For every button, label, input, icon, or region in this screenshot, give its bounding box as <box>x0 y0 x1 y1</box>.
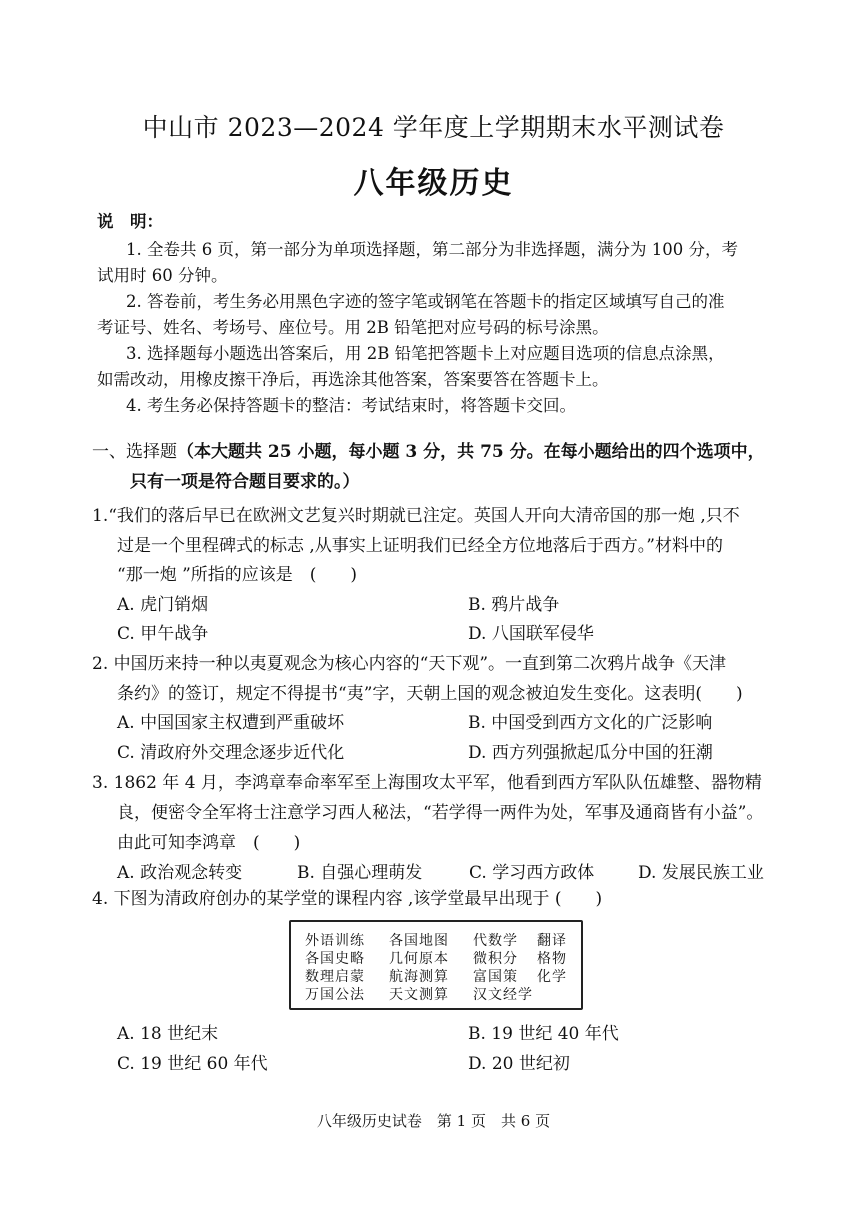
question-3-option-a[interactable]: A. 政治观念转变 <box>117 863 243 883</box>
course-cell: 代数学 <box>473 933 518 949</box>
course-cell: 天文测算 <box>389 987 449 1003</box>
page-footer: 八年级历史试卷 第 1 页 共 6 页 <box>316 1112 551 1130</box>
question-3-option-d[interactable]: D. 发展民族工业 <box>638 863 764 883</box>
course-cell: 格物 <box>537 951 567 967</box>
question-2-line-2: 条约》的签订，规定不得提书“夷”字，天朝上国的观念被迫发生变化。这表明( ) <box>117 684 743 704</box>
section-heading-prefix: 一、选择题 <box>92 442 177 462</box>
course-cell: 航海测算 <box>389 969 449 985</box>
question-3-line-3: 由此可知李鸿章 ( ) <box>117 833 301 853</box>
instruction-1-line-1: 1. 全卷共 6 页，第一部分为单项选择题，第二部分为非选择题，满分为 100 分，考 <box>126 240 738 259</box>
instruction-2-line-1: 2. 答卷前，考生务必用黑色字迹的签字笔或钢笔在答题卡的指定区域填写自己的准 <box>126 292 725 311</box>
question-2-option-b[interactable]: B. 中国受到西方文化的广泛影响 <box>468 713 713 733</box>
course-cell: 几何原本 <box>389 951 449 967</box>
question-1-line-2: 过是一个里程碑式的标志 ,从事实上证明我们已经全方位地落后于西方。”材料中的 <box>117 536 723 556</box>
question-3-line-2: 良，便密令全军将士注意学习西人秘法，“若学得一两件为处，军事及通商皆有小益”。 <box>117 803 764 823</box>
course-cell: 微积分 <box>473 951 518 967</box>
question-2-line-1: 2. 中国历来持一种以夷夏观念为核心内容的“天下观”。一直到第二次鸦片战争《天津 <box>92 654 727 674</box>
course-cell: 外语训练 <box>305 933 365 949</box>
question-4-option-b[interactable]: B. 19 世纪 40 年代 <box>468 1024 619 1044</box>
course-cell: 翻译 <box>537 933 567 949</box>
curriculum-row-2 <box>305 948 567 968</box>
course-cell: 各国史略 <box>305 951 365 967</box>
question-2-option-a[interactable]: A. 中国国家主权遭到严重破坏 <box>117 713 345 733</box>
question-3-option-b[interactable]: B. 自强心理萌发 <box>297 863 423 883</box>
question-3-option-c[interactable]: C. 学习西方政体 <box>469 863 595 883</box>
section-heading <box>92 441 765 463</box>
curriculum-box <box>289 920 583 1010</box>
question-2-option-d[interactable]: D. 西方列强掀起瓜分中国的狂潮 <box>468 743 713 763</box>
curriculum-row-3 <box>305 966 567 986</box>
instruction-3-line-1: 3. 选择题每小题选出答案后，用 2B 铅笔把答题卡上对应题目选项的信息点涂黑， <box>126 344 725 363</box>
instruction-2-line-2: 考证号、姓名、考场号、座位号。用 2B 铅笔把对应号码的标号涂黑。 <box>97 318 609 337</box>
instruction-3-line-2: 如需改动，用橡皮擦干净后，再选涂其他答案，答案要答在答题卡上。 <box>97 370 609 389</box>
question-3-line-1: 3. 1862 年 4 月，李鸿章奉命率军至上海围攻太平军，他看到西方军队队伍雄整、器物精 <box>92 773 762 793</box>
exam-subtitle: 八年级历史 <box>353 166 514 201</box>
question-2-option-c[interactable]: C. 清政府外交理念逐步近代化 <box>117 743 345 763</box>
question-4-option-d[interactable]: D. 20 世纪初 <box>468 1054 570 1074</box>
question-4-option-a[interactable]: A. 18 世纪末 <box>117 1024 219 1044</box>
course-cell: 数理启蒙 <box>305 969 365 985</box>
instructions-label: 说 明： <box>97 212 163 231</box>
instruction-4: 4. 考生务必保持答题卡的整洁：考试结束时，将答题卡交回。 <box>126 396 576 415</box>
course-cell: 富国策 <box>473 969 518 985</box>
question-4-line-1: 4. 下图为清政府创办的某学堂的课程内容 ,该学堂最早出现于 ( ) <box>92 889 603 909</box>
course-cell: 汉文经学 <box>473 987 533 1003</box>
exam-title: 中山市 2023—2024 学年度上学期期末水平测试卷 <box>142 113 725 142</box>
section-heading-rule: （本大题共 25 小题，每小题 3 分，共 75 分。在每小题给出的四个选项中， <box>177 442 765 462</box>
instruction-1-line-2: 试用时 60 分钟。 <box>97 266 228 285</box>
question-1-option-b[interactable]: B. 鸦片战争 <box>468 595 560 615</box>
question-1-option-c[interactable]: C. 甲午战争 <box>117 624 209 644</box>
curriculum-row-1 <box>305 930 567 950</box>
question-1-option-d[interactable]: D. 八国联军侵华 <box>468 624 594 644</box>
curriculum-row-4 <box>305 984 533 1004</box>
question-1-option-a[interactable]: A. 虎门销烟 <box>117 595 209 615</box>
course-cell: 化学 <box>537 969 567 985</box>
question-1-line-1: 1.“我们的落后早已在欧洲文艺复兴时期就已注定。英国人开向大清帝国的那一炮 ,只不 <box>92 506 740 526</box>
question-1-line-3: “那一炮 ”所指的应该是 ( ) <box>117 565 358 585</box>
course-cell: 各国地图 <box>389 933 449 949</box>
course-cell: 万国公法 <box>305 987 365 1003</box>
question-4-option-c[interactable]: C. 19 世纪 60 年代 <box>117 1054 268 1074</box>
section-heading-line-2: 只有一项是符合题目要求的。） <box>130 472 360 492</box>
